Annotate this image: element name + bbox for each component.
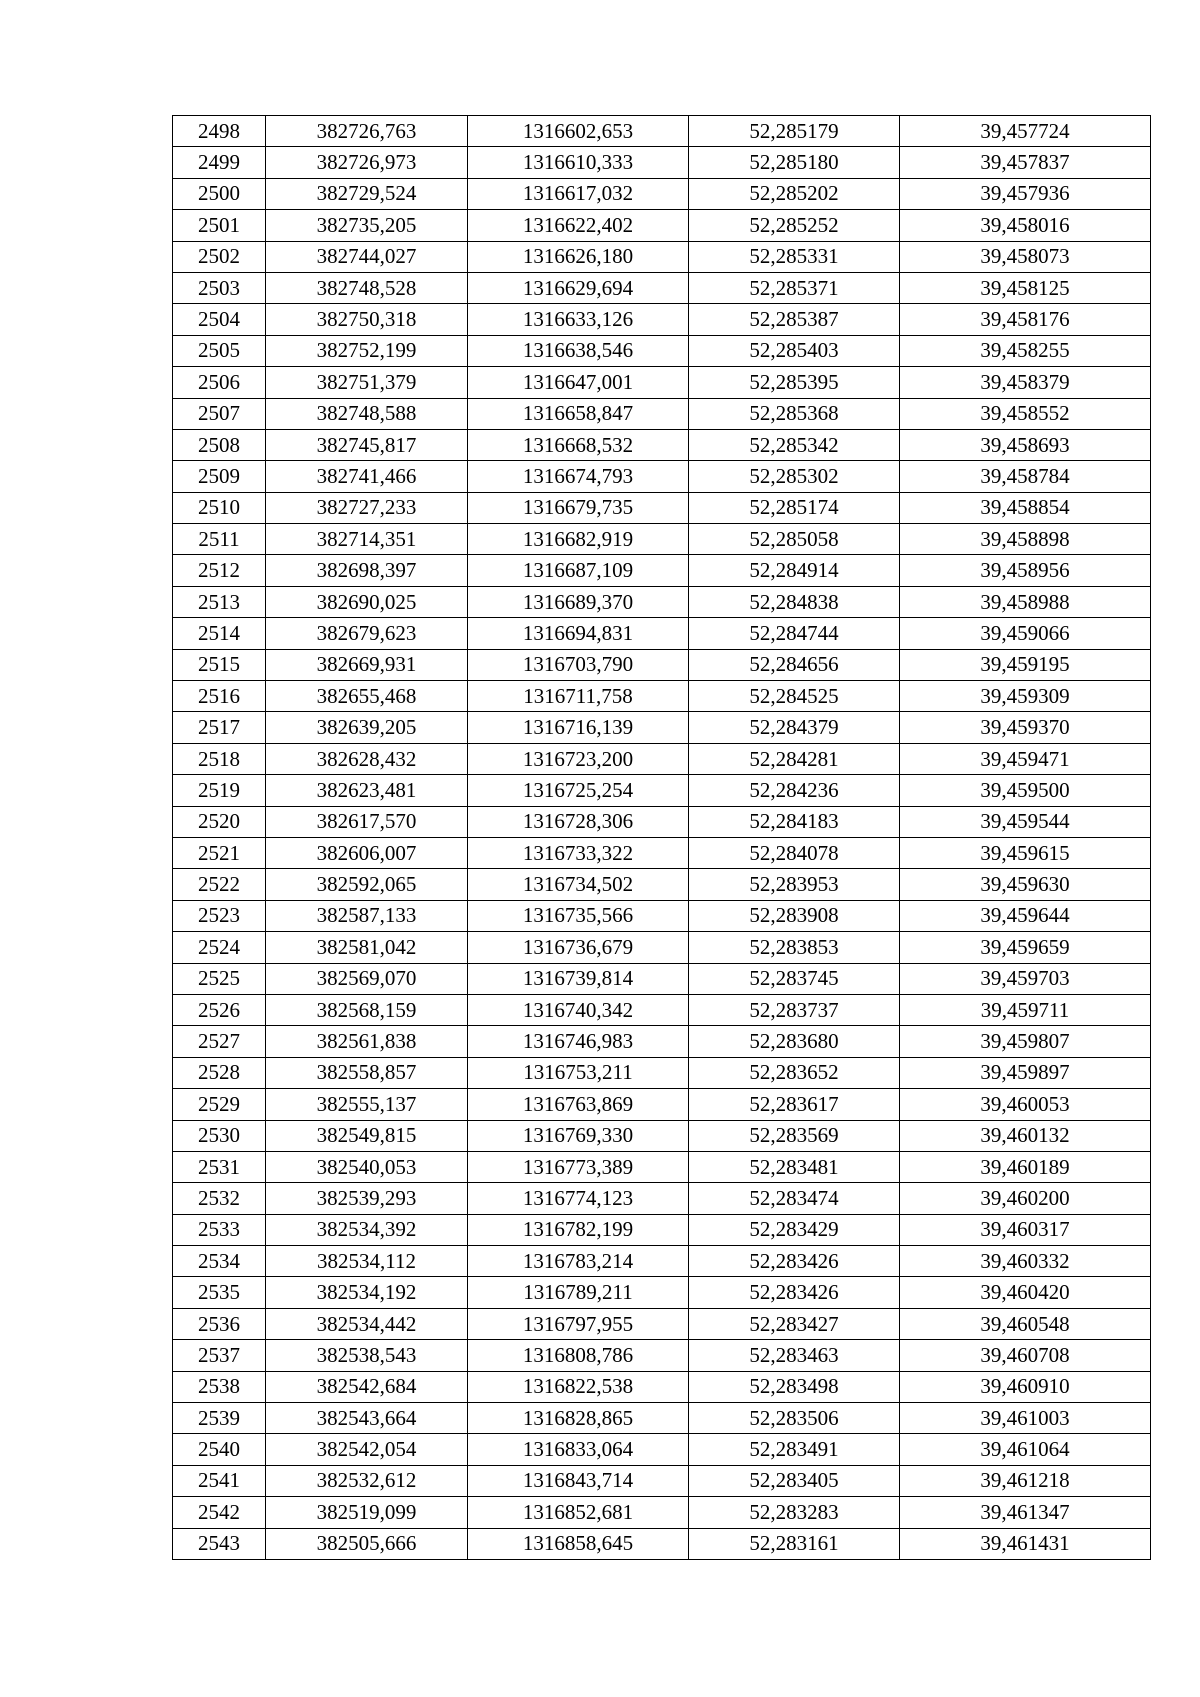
y-coordinate-cell: 1316617,032 xyxy=(468,178,689,209)
point-number-cell: 2517 xyxy=(173,712,266,743)
x-coordinate-cell: 382558,857 xyxy=(266,1057,468,1088)
longitude-cell: 39,459500 xyxy=(900,775,1151,806)
point-number-cell: 2512 xyxy=(173,555,266,586)
point-number-cell: 2532 xyxy=(173,1183,266,1214)
y-coordinate-cell: 1316622,402 xyxy=(468,210,689,241)
table-row xyxy=(173,1026,1151,1057)
latitude-cell: 52,284525 xyxy=(689,681,900,712)
x-coordinate-cell: 382751,379 xyxy=(266,367,468,398)
y-coordinate-cell: 1316740,342 xyxy=(468,994,689,1025)
table-row xyxy=(173,367,1151,398)
y-coordinate-cell: 1316723,200 xyxy=(468,743,689,774)
x-coordinate-cell: 382561,838 xyxy=(266,1026,468,1057)
y-coordinate-cell: 1316682,919 xyxy=(468,524,689,555)
table-row xyxy=(173,1528,1151,1559)
x-coordinate-cell: 382669,931 xyxy=(266,649,468,680)
point-number-cell: 2508 xyxy=(173,429,266,460)
latitude-cell: 52,285387 xyxy=(689,304,900,335)
point-number-cell: 2501 xyxy=(173,210,266,241)
point-number-cell: 2513 xyxy=(173,586,266,617)
table-row xyxy=(173,524,1151,555)
latitude-cell: 52,283283 xyxy=(689,1497,900,1528)
longitude-cell: 39,460132 xyxy=(900,1120,1151,1151)
table-row xyxy=(173,1277,1151,1308)
table-row xyxy=(173,618,1151,649)
latitude-cell: 52,284236 xyxy=(689,775,900,806)
x-coordinate-cell: 382748,528 xyxy=(266,272,468,303)
x-coordinate-cell: 382540,053 xyxy=(266,1151,468,1182)
latitude-cell: 52,283426 xyxy=(689,1277,900,1308)
x-coordinate-cell: 382679,623 xyxy=(266,618,468,649)
longitude-cell: 39,458176 xyxy=(900,304,1151,335)
point-number-cell: 2499 xyxy=(173,147,266,178)
latitude-cell: 52,283161 xyxy=(689,1528,900,1559)
latitude-cell: 52,283680 xyxy=(689,1026,900,1057)
x-coordinate-cell: 382729,524 xyxy=(266,178,468,209)
y-coordinate-cell: 1316716,139 xyxy=(468,712,689,743)
point-number-cell: 2503 xyxy=(173,272,266,303)
point-number-cell: 2516 xyxy=(173,681,266,712)
y-coordinate-cell: 1316753,211 xyxy=(468,1057,689,1088)
latitude-cell: 52,284838 xyxy=(689,586,900,617)
x-coordinate-cell: 382698,397 xyxy=(266,555,468,586)
latitude-cell: 52,285403 xyxy=(689,335,900,366)
point-number-cell: 2524 xyxy=(173,932,266,963)
x-coordinate-cell: 382592,065 xyxy=(266,869,468,900)
table-row xyxy=(173,147,1151,178)
longitude-cell: 39,458125 xyxy=(900,272,1151,303)
longitude-cell: 39,460548 xyxy=(900,1308,1151,1339)
x-coordinate-cell: 382581,042 xyxy=(266,932,468,963)
y-coordinate-cell: 1316728,306 xyxy=(468,806,689,837)
point-number-cell: 2511 xyxy=(173,524,266,555)
point-number-cell: 2504 xyxy=(173,304,266,335)
point-number-cell: 2533 xyxy=(173,1214,266,1245)
table-row xyxy=(173,398,1151,429)
y-coordinate-cell: 1316679,735 xyxy=(468,492,689,523)
x-coordinate-cell: 382744,027 xyxy=(266,241,468,272)
longitude-cell: 39,459370 xyxy=(900,712,1151,743)
x-coordinate-cell: 382519,099 xyxy=(266,1497,468,1528)
table-row xyxy=(173,994,1151,1025)
point-number-cell: 2509 xyxy=(173,461,266,492)
x-coordinate-cell: 382542,684 xyxy=(266,1371,468,1402)
latitude-cell: 52,283491 xyxy=(689,1434,900,1465)
latitude-cell: 52,283908 xyxy=(689,900,900,931)
y-coordinate-cell: 1316658,847 xyxy=(468,398,689,429)
table-row xyxy=(173,241,1151,272)
y-coordinate-cell: 1316626,180 xyxy=(468,241,689,272)
longitude-cell: 39,460200 xyxy=(900,1183,1151,1214)
longitude-cell: 39,457724 xyxy=(900,116,1151,147)
longitude-cell: 39,461064 xyxy=(900,1434,1151,1465)
y-coordinate-cell: 1316858,645 xyxy=(468,1528,689,1559)
table-row xyxy=(173,304,1151,335)
longitude-cell: 39,458898 xyxy=(900,524,1151,555)
longitude-cell: 39,458854 xyxy=(900,492,1151,523)
x-coordinate-cell: 382555,137 xyxy=(266,1089,468,1120)
x-coordinate-cell: 382655,468 xyxy=(266,681,468,712)
y-coordinate-cell: 1316647,001 xyxy=(468,367,689,398)
table-row xyxy=(173,712,1151,743)
latitude-cell: 52,283498 xyxy=(689,1371,900,1402)
coordinates-table xyxy=(172,115,1151,1560)
longitude-cell: 39,459897 xyxy=(900,1057,1151,1088)
table-row xyxy=(173,272,1151,303)
coordinates-table-body xyxy=(173,116,1151,1560)
table-row xyxy=(173,1434,1151,1465)
point-number-cell: 2521 xyxy=(173,837,266,868)
y-coordinate-cell: 1316789,211 xyxy=(468,1277,689,1308)
latitude-cell: 52,283617 xyxy=(689,1089,900,1120)
x-coordinate-cell: 382549,815 xyxy=(266,1120,468,1151)
latitude-cell: 52,285174 xyxy=(689,492,900,523)
x-coordinate-cell: 382538,543 xyxy=(266,1340,468,1371)
latitude-cell: 52,283463 xyxy=(689,1340,900,1371)
x-coordinate-cell: 382623,481 xyxy=(266,775,468,806)
latitude-cell: 52,283853 xyxy=(689,932,900,963)
latitude-cell: 52,285180 xyxy=(689,147,900,178)
point-number-cell: 2530 xyxy=(173,1120,266,1151)
y-coordinate-cell: 1316783,214 xyxy=(468,1246,689,1277)
latitude-cell: 52,285252 xyxy=(689,210,900,241)
table-row xyxy=(173,837,1151,868)
longitude-cell: 39,458784 xyxy=(900,461,1151,492)
latitude-cell: 52,283427 xyxy=(689,1308,900,1339)
longitude-cell: 39,459659 xyxy=(900,932,1151,963)
longitude-cell: 39,459615 xyxy=(900,837,1151,868)
latitude-cell: 52,283745 xyxy=(689,963,900,994)
point-number-cell: 2529 xyxy=(173,1089,266,1120)
point-number-cell: 2515 xyxy=(173,649,266,680)
latitude-cell: 52,283429 xyxy=(689,1214,900,1245)
x-coordinate-cell: 382543,664 xyxy=(266,1403,468,1434)
table-row xyxy=(173,1120,1151,1151)
longitude-cell: 39,458073 xyxy=(900,241,1151,272)
y-coordinate-cell: 1316711,758 xyxy=(468,681,689,712)
point-number-cell: 2538 xyxy=(173,1371,266,1402)
x-coordinate-cell: 382750,318 xyxy=(266,304,468,335)
point-number-cell: 2528 xyxy=(173,1057,266,1088)
point-number-cell: 2541 xyxy=(173,1465,266,1496)
table-row xyxy=(173,1340,1151,1371)
y-coordinate-cell: 1316735,566 xyxy=(468,900,689,931)
table-row xyxy=(173,210,1151,241)
point-number-cell: 2523 xyxy=(173,900,266,931)
y-coordinate-cell: 1316773,389 xyxy=(468,1151,689,1182)
longitude-cell: 39,457936 xyxy=(900,178,1151,209)
point-number-cell: 2518 xyxy=(173,743,266,774)
y-coordinate-cell: 1316668,532 xyxy=(468,429,689,460)
table-row xyxy=(173,869,1151,900)
table-row xyxy=(173,900,1151,931)
point-number-cell: 2537 xyxy=(173,1340,266,1371)
x-coordinate-cell: 382741,466 xyxy=(266,461,468,492)
table-row xyxy=(173,1403,1151,1434)
table-row xyxy=(173,492,1151,523)
x-coordinate-cell: 382534,442 xyxy=(266,1308,468,1339)
y-coordinate-cell: 1316694,831 xyxy=(468,618,689,649)
longitude-cell: 39,459630 xyxy=(900,869,1151,900)
table-row xyxy=(173,555,1151,586)
table-row xyxy=(173,116,1151,147)
latitude-cell: 52,283737 xyxy=(689,994,900,1025)
y-coordinate-cell: 1316733,322 xyxy=(468,837,689,868)
latitude-cell: 52,285202 xyxy=(689,178,900,209)
y-coordinate-cell: 1316633,126 xyxy=(468,304,689,335)
latitude-cell: 52,283426 xyxy=(689,1246,900,1277)
longitude-cell: 39,461347 xyxy=(900,1497,1151,1528)
longitude-cell: 39,460332 xyxy=(900,1246,1151,1277)
longitude-cell: 39,459309 xyxy=(900,681,1151,712)
longitude-cell: 39,459711 xyxy=(900,994,1151,1025)
latitude-cell: 52,283481 xyxy=(689,1151,900,1182)
table-row xyxy=(173,932,1151,963)
y-coordinate-cell: 1316769,330 xyxy=(468,1120,689,1151)
point-number-cell: 2525 xyxy=(173,963,266,994)
latitude-cell: 52,283506 xyxy=(689,1403,900,1434)
longitude-cell: 39,459471 xyxy=(900,743,1151,774)
latitude-cell: 52,285331 xyxy=(689,241,900,272)
table-row xyxy=(173,461,1151,492)
x-coordinate-cell: 382568,159 xyxy=(266,994,468,1025)
y-coordinate-cell: 1316725,254 xyxy=(468,775,689,806)
longitude-cell: 39,459703 xyxy=(900,963,1151,994)
longitude-cell: 39,458988 xyxy=(900,586,1151,617)
table-row xyxy=(173,178,1151,209)
longitude-cell: 39,459644 xyxy=(900,900,1151,931)
y-coordinate-cell: 1316808,786 xyxy=(468,1340,689,1371)
point-number-cell: 2535 xyxy=(173,1277,266,1308)
longitude-cell: 39,461218 xyxy=(900,1465,1151,1496)
y-coordinate-cell: 1316822,538 xyxy=(468,1371,689,1402)
x-coordinate-cell: 382505,666 xyxy=(266,1528,468,1559)
point-number-cell: 2505 xyxy=(173,335,266,366)
x-coordinate-cell: 382726,973 xyxy=(266,147,468,178)
table-row xyxy=(173,1151,1151,1182)
y-coordinate-cell: 1316629,694 xyxy=(468,272,689,303)
x-coordinate-cell: 382539,293 xyxy=(266,1183,468,1214)
table-row xyxy=(173,586,1151,617)
table-row xyxy=(173,649,1151,680)
longitude-cell: 39,457837 xyxy=(900,147,1151,178)
x-coordinate-cell: 382714,351 xyxy=(266,524,468,555)
latitude-cell: 52,284183 xyxy=(689,806,900,837)
x-coordinate-cell: 382569,070 xyxy=(266,963,468,994)
point-number-cell: 2502 xyxy=(173,241,266,272)
latitude-cell: 52,285368 xyxy=(689,398,900,429)
point-number-cell: 2500 xyxy=(173,178,266,209)
latitude-cell: 52,284656 xyxy=(689,649,900,680)
point-number-cell: 2506 xyxy=(173,367,266,398)
x-coordinate-cell: 382534,392 xyxy=(266,1214,468,1245)
table-row xyxy=(173,1497,1151,1528)
table-row xyxy=(173,775,1151,806)
point-number-cell: 2543 xyxy=(173,1528,266,1559)
longitude-cell: 39,461431 xyxy=(900,1528,1151,1559)
table-row xyxy=(173,429,1151,460)
table-row xyxy=(173,1308,1151,1339)
table-row xyxy=(173,1214,1151,1245)
table-row xyxy=(173,681,1151,712)
table-row xyxy=(173,1057,1151,1088)
point-number-cell: 2519 xyxy=(173,775,266,806)
latitude-cell: 52,283474 xyxy=(689,1183,900,1214)
y-coordinate-cell: 1316828,865 xyxy=(468,1403,689,1434)
y-coordinate-cell: 1316610,333 xyxy=(468,147,689,178)
latitude-cell: 52,285179 xyxy=(689,116,900,147)
y-coordinate-cell: 1316833,064 xyxy=(468,1434,689,1465)
longitude-cell: 39,458255 xyxy=(900,335,1151,366)
y-coordinate-cell: 1316852,681 xyxy=(468,1497,689,1528)
latitude-cell: 52,283953 xyxy=(689,869,900,900)
longitude-cell: 39,460317 xyxy=(900,1214,1151,1245)
table-row xyxy=(173,806,1151,837)
x-coordinate-cell: 382606,007 xyxy=(266,837,468,868)
y-coordinate-cell: 1316746,983 xyxy=(468,1026,689,1057)
y-coordinate-cell: 1316638,546 xyxy=(468,335,689,366)
longitude-cell: 39,460420 xyxy=(900,1277,1151,1308)
point-number-cell: 2498 xyxy=(173,116,266,147)
table-row xyxy=(173,743,1151,774)
point-number-cell: 2507 xyxy=(173,398,266,429)
x-coordinate-cell: 382532,612 xyxy=(266,1465,468,1496)
x-coordinate-cell: 382752,199 xyxy=(266,335,468,366)
point-number-cell: 2510 xyxy=(173,492,266,523)
table-row xyxy=(173,1371,1151,1402)
y-coordinate-cell: 1316736,679 xyxy=(468,932,689,963)
point-number-cell: 2531 xyxy=(173,1151,266,1182)
longitude-cell: 39,458379 xyxy=(900,367,1151,398)
x-coordinate-cell: 382617,570 xyxy=(266,806,468,837)
y-coordinate-cell: 1316674,793 xyxy=(468,461,689,492)
latitude-cell: 52,285342 xyxy=(689,429,900,460)
y-coordinate-cell: 1316703,790 xyxy=(468,649,689,680)
longitude-cell: 39,458552 xyxy=(900,398,1151,429)
point-number-cell: 2527 xyxy=(173,1026,266,1057)
longitude-cell: 39,459066 xyxy=(900,618,1151,649)
x-coordinate-cell: 382534,192 xyxy=(266,1277,468,1308)
latitude-cell: 52,285395 xyxy=(689,367,900,398)
y-coordinate-cell: 1316797,955 xyxy=(468,1308,689,1339)
point-number-cell: 2536 xyxy=(173,1308,266,1339)
x-coordinate-cell: 382690,025 xyxy=(266,586,468,617)
point-number-cell: 2520 xyxy=(173,806,266,837)
latitude-cell: 52,283652 xyxy=(689,1057,900,1088)
latitude-cell: 52,284744 xyxy=(689,618,900,649)
longitude-cell: 39,460053 xyxy=(900,1089,1151,1120)
point-number-cell: 2540 xyxy=(173,1434,266,1465)
table-row xyxy=(173,963,1151,994)
x-coordinate-cell: 382726,763 xyxy=(266,116,468,147)
point-number-cell: 2542 xyxy=(173,1497,266,1528)
x-coordinate-cell: 382745,817 xyxy=(266,429,468,460)
y-coordinate-cell: 1316774,123 xyxy=(468,1183,689,1214)
y-coordinate-cell: 1316782,199 xyxy=(468,1214,689,1245)
y-coordinate-cell: 1316739,814 xyxy=(468,963,689,994)
x-coordinate-cell: 382534,112 xyxy=(266,1246,468,1277)
latitude-cell: 52,284379 xyxy=(689,712,900,743)
longitude-cell: 39,459544 xyxy=(900,806,1151,837)
table-row xyxy=(173,335,1151,366)
y-coordinate-cell: 1316843,714 xyxy=(468,1465,689,1496)
latitude-cell: 52,283405 xyxy=(689,1465,900,1496)
latitude-cell: 52,283569 xyxy=(689,1120,900,1151)
longitude-cell: 39,458956 xyxy=(900,555,1151,586)
point-number-cell: 2534 xyxy=(173,1246,266,1277)
x-coordinate-cell: 382748,588 xyxy=(266,398,468,429)
latitude-cell: 52,284078 xyxy=(689,837,900,868)
latitude-cell: 52,285058 xyxy=(689,524,900,555)
longitude-cell: 39,461003 xyxy=(900,1403,1151,1434)
table-row xyxy=(173,1089,1151,1120)
longitude-cell: 39,459195 xyxy=(900,649,1151,680)
y-coordinate-cell: 1316734,502 xyxy=(468,869,689,900)
x-coordinate-cell: 382639,205 xyxy=(266,712,468,743)
table-row xyxy=(173,1246,1151,1277)
x-coordinate-cell: 382587,133 xyxy=(266,900,468,931)
point-number-cell: 2514 xyxy=(173,618,266,649)
point-number-cell: 2526 xyxy=(173,994,266,1025)
y-coordinate-cell: 1316689,370 xyxy=(468,586,689,617)
y-coordinate-cell: 1316687,109 xyxy=(468,555,689,586)
longitude-cell: 39,459807 xyxy=(900,1026,1151,1057)
y-coordinate-cell: 1316602,653 xyxy=(468,116,689,147)
latitude-cell: 52,285371 xyxy=(689,272,900,303)
longitude-cell: 39,460910 xyxy=(900,1371,1151,1402)
longitude-cell: 39,458693 xyxy=(900,429,1151,460)
x-coordinate-cell: 382628,432 xyxy=(266,743,468,774)
x-coordinate-cell: 382727,233 xyxy=(266,492,468,523)
table-row xyxy=(173,1465,1151,1496)
y-coordinate-cell: 1316763,869 xyxy=(468,1089,689,1120)
point-number-cell: 2539 xyxy=(173,1403,266,1434)
table-row xyxy=(173,1183,1151,1214)
latitude-cell: 52,284281 xyxy=(689,743,900,774)
point-number-cell: 2522 xyxy=(173,869,266,900)
x-coordinate-cell: 382542,054 xyxy=(266,1434,468,1465)
longitude-cell: 39,460189 xyxy=(900,1151,1151,1182)
latitude-cell: 52,284914 xyxy=(689,555,900,586)
longitude-cell: 39,458016 xyxy=(900,210,1151,241)
x-coordinate-cell: 382735,205 xyxy=(266,210,468,241)
longitude-cell: 39,460708 xyxy=(900,1340,1151,1371)
latitude-cell: 52,285302 xyxy=(689,461,900,492)
